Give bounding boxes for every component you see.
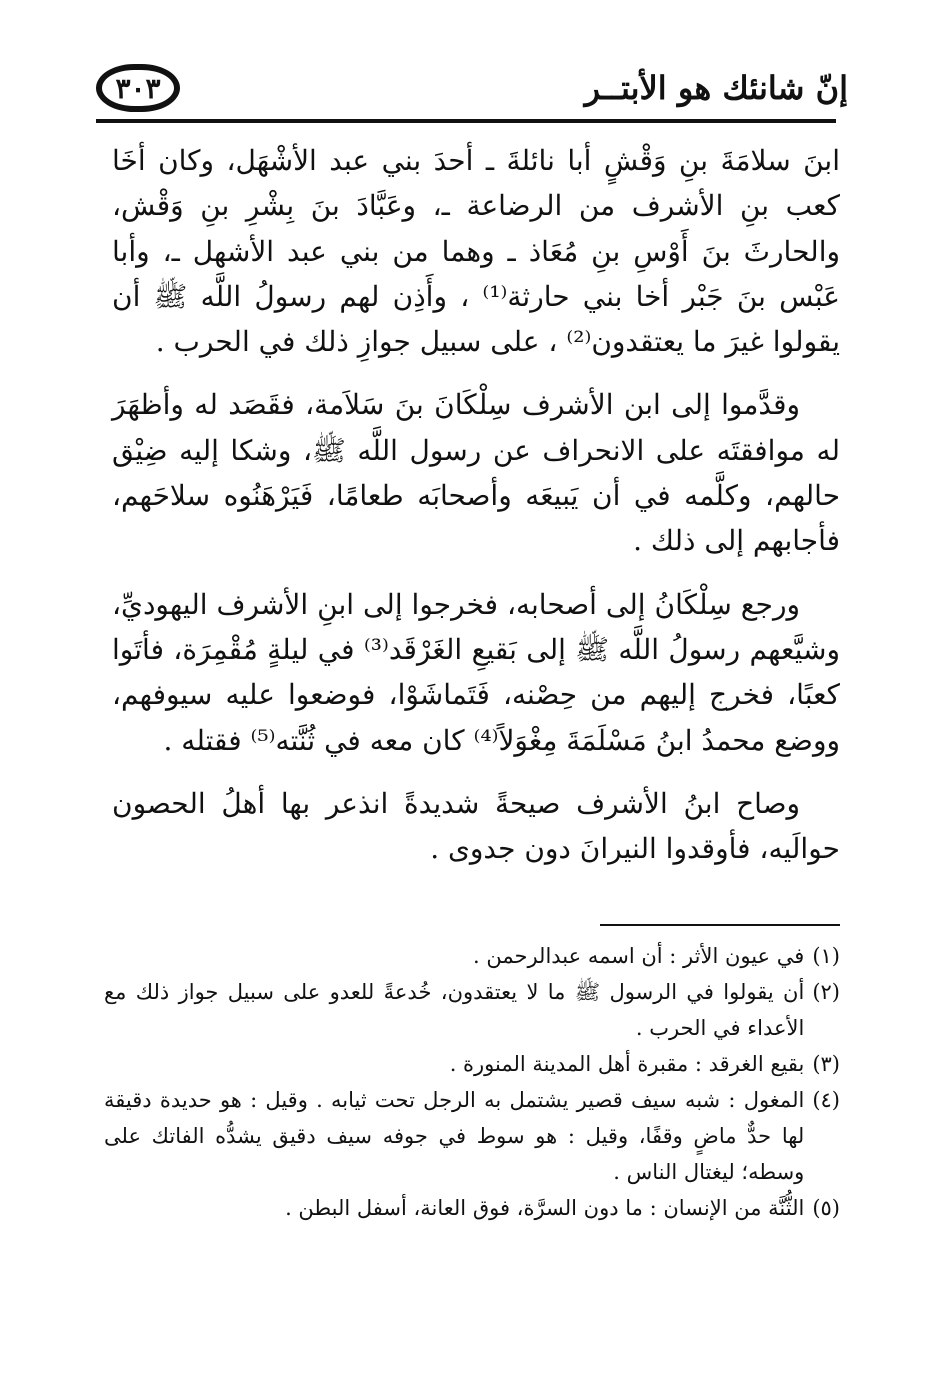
- footnote-number: (٥): [812, 1196, 840, 1220]
- running-title: إنّ شانئك هو الأبتــر: [584, 69, 848, 107]
- header-rule: [96, 119, 836, 123]
- page-number: ٣٠٣: [115, 71, 161, 105]
- footnote: [104, 974, 840, 1046]
- footnote-separator: [600, 924, 840, 926]
- footnote-text: في عيون الأثر : أن اسمه عبدالرحمن .: [473, 944, 805, 968]
- footnote: [104, 938, 840, 974]
- paragraph: ورجع سِلْكَانُ إلى أصحابه، فخرجوا إلى ابنِ الأشرف اليهوديِّ، وشيَّعهم رسولُ اللَّه ﷺ إلى بَقيعِ الغَرْقَد⁽³⁾ في ليلةٍ مُقْمِرَة، فأتَوا كعبًا، فخرج إليهم من حِصْنه، فَتَماشَوْا، فوضعوا عليه سيوفهم، ووضع محمدُ ابنُ مَسْلَمَةَ مِغْوَلاً⁽⁴⁾ كان معه في ثُنَّته⁽⁵⁾ فقتله .: [112, 587, 840, 757]
- footnote: [104, 1046, 840, 1082]
- footnote-number: (٣): [812, 1052, 840, 1076]
- footnotes: [104, 938, 840, 1226]
- page-number-badge: [96, 64, 180, 112]
- footnote-number: (٤): [812, 1088, 840, 1112]
- paragraph: وقدَّموا إلى ابن الأشرف سِلْكَانَ بنَ سَلاَمة، فقَصَد له وأظهَرَ له موافقتَه على الانحراف عن رسول اللَّه ﷺ، وشكا إليه ضِيْق حالهم، وكلَّمه في أن يَبيعَه وأصحابَه طعامًا، فَيَرْهَنُوه سلاحَهم، فأجابهم إلى ذلك .: [112, 388, 840, 558]
- paragraph: ابنَ سلامَةَ بنِ وَقْشٍ أبا نائلةَ ـ أحدَ بني عبد الأشْهَل، وكان أخَا كعب بنِ الأشرف من الرضاعة ـ، وعَبَّادَ بنَ بِشْرِ بنِ وَقْش، والحارثَ بنَ أَوْسِ بنِ مُعَاذ ـ وهما من بني عبد الأشهل ـ، وأبا عَبْس بنَ جَبْر أخا بني حارثة⁽¹⁾ ، وأَذِن لهم رسولُ اللَّه ﷺ أن يقولوا غيرَ ما يعتقدون⁽²⁾ ، على سبيل جوازِ ذلك في الحرب .: [112, 144, 840, 359]
- footnote-text: بقيع الغرقد : مقبرة أهل المدينة المنورة .: [449, 1052, 805, 1076]
- footnote-text: الثُّنَّة من الإنسان : ما دون السرَّة، فوق العانة، أسفل البطن .: [285, 1196, 805, 1220]
- footnote: [104, 1082, 840, 1190]
- footnote: [104, 1190, 840, 1226]
- footnote-text: المغول : شبه سيف قصير يشتمل به الرجل تحت ثيابه . وقيل : هو حديدة دقيقة لها حدٌّ ماضٍ وقفًا، وقيل : هو سوط في جوفه سيف دقيق يشدُّه الفاتك على وسطه؛ ليغتال الناس .: [104, 1088, 805, 1184]
- footnote-number: (١): [812, 944, 840, 968]
- main-text: [112, 138, 840, 871]
- footnote-number: (٢): [812, 980, 840, 1004]
- paragraph: وصاح ابنُ الأشرف صيحةً شديدةً انذعر بها أهلُ الحصون حوالَيه، فأوقدوا النيرانَ دون جدوى .: [112, 786, 840, 866]
- footnote-text: أن يقولوا في الرسول ﷺ ما لا يعتقدون، خُدعةً للعدو على سبيل جواز ذلك مع الأعداء في الحرب .: [104, 980, 805, 1040]
